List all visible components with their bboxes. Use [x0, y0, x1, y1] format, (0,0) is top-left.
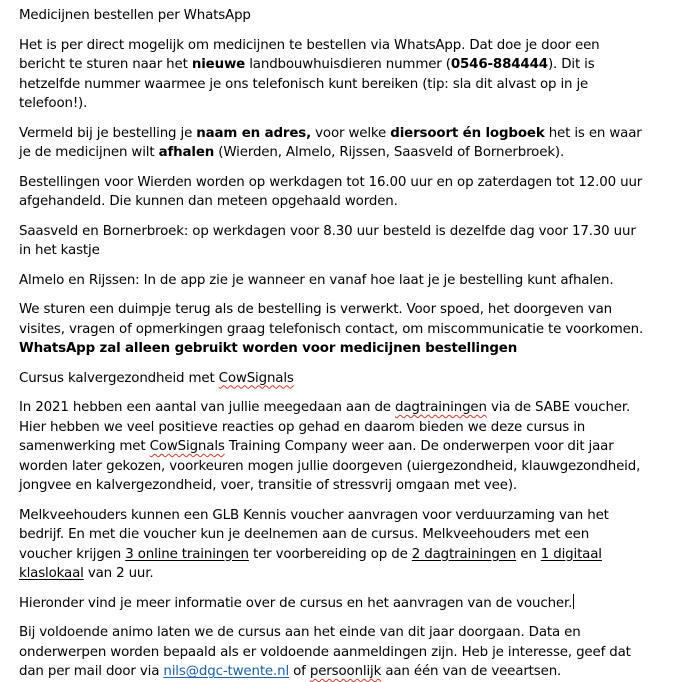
bold-text-animal-logbook: diersoort én logboek [390, 125, 545, 141]
text-run: Saasveld en Bornerbroek: op werkdagen voor 8.30 uur besteld is dezelfde dag voor 17.30 uur in het kastje [19, 223, 636, 258]
section-heading-course [19, 369, 644, 389]
text-run: Hieronder vind je meer informatie over de cursus en het aanvragen van de voucher. [19, 595, 573, 611]
text-run: ter voorbereiding op de [248, 546, 412, 562]
paragraph-interest [19, 623, 644, 682]
underlined-digital-classroom: 1 digitaal klaslokaal [19, 546, 602, 581]
text-run: voor welke [311, 125, 391, 141]
spellcheck-word: CowSignals [149, 439, 225, 454]
paragraph-saasveld-bornerbroek [19, 222, 644, 261]
text-run: het is en waar je de medicijnen wilt [19, 125, 642, 160]
spellcheck-word: dagtrainingen [395, 400, 487, 415]
paragraph-whatsapp-intro [19, 36, 644, 114]
text-run: via de SABE voucher. Hier hebben we veel positieve reacties op gehad en daarom bieden we deze cursus in samenwerking met [19, 400, 631, 454]
text-run: We sturen een duimpje terug als de bestelling is verwerkt. Voor spoed, het doorgeven van visites, vragen of opmerkingen graag telefonisch contact, om miscommunicatie te voorkomen. [19, 302, 644, 337]
underlined-online-trainings: 3 online trainingen [125, 546, 249, 562]
text-run: Het is per direct mogelijk om medicijnen te bestellen via WhatsApp. Dat doe je door een bericht te sturen naar het [19, 37, 600, 72]
text-run: (Wierden, Almelo, Rijssen, Saasveld of Bornerbroek). [214, 145, 565, 160]
bold-text-whatsapp-only: WhatsApp zal alleen gebruikt worden voor medicijnen bestellingen [19, 341, 518, 356]
bold-text-name-address: naam en adres, [196, 125, 312, 141]
paragraph-voucher [19, 506, 644, 584]
text-run: landbouwhuisdieren nummer ( [245, 57, 451, 72]
paragraph-almelo-rijssen [19, 271, 644, 291]
email-link[interactable]: nils@dgc-twente.nl [163, 664, 290, 679]
text-run: en [516, 546, 541, 562]
phone-number: 0546-884444 [450, 57, 548, 72]
paragraph-confirmation [19, 300, 644, 359]
text-run: ). Dit is hetzelfde nummer waarmee je ons telefonisch kunt bereiken (tip: sla dit alvast op in je telefoon!). [19, 57, 595, 111]
paragraph-order-details [19, 124, 644, 163]
spellcheck-word: CowSignals [218, 370, 294, 386]
text-run: Melkveehouders kunnen een GLB Kennis voucher aanvragen voor verduurzaming van het bedrijf. En met die voucher kun je deelnemen aan de cursus. Melkveehouders met een voucher krijgen [19, 507, 609, 562]
text-run: Almelo en Rijssen: In de app zie je wanneer en vanaf hoe laat je je bestelling kunt afhalen. [19, 272, 614, 288]
text-run: In 2021 hebben een aantal van jullie meegedaan aan de [19, 400, 395, 415]
text-run: of [289, 664, 310, 679]
text-run: Cursus kalvergezondheid met [19, 370, 219, 386]
text-run: aan één van de veeartsen. [381, 664, 562, 679]
paragraph-more-info [19, 594, 644, 614]
text-run: Bestellingen voor Wierden worden op werkdagen tot 16.00 uur en op zaterdagen tot 12.00 uur afgehandeld. Die kunnen dan meteen opgehaald worden. [19, 174, 643, 209]
underlined-day-trainings: 2 dagtrainingen [411, 546, 517, 562]
text-cursor [573, 594, 574, 609]
text-run: Bij voldoende animo laten we de cursus aan het einde van dit jaar doorgaan. Data en onderwerpen worden bepaald als er voldoende aanmeldingen zijn. Heb je interesse, geef dat dan per mail door via [19, 625, 631, 679]
text-run: van 2 uur. [83, 566, 154, 581]
document-title [19, 6, 644, 26]
text-run: Vermeld bij je bestelling je [19, 125, 197, 141]
text-run: Training Company weer aan. De onderwerpen voor dit jaar worden later gekozen, voorkeuren mogen jullie doorgeven (uiergezondheid, klauwgezondheid, jongvee en kalvergezondheid, voer, transitie of stressvrij omgaan met vee). [19, 439, 641, 493]
paragraph-course-history [19, 398, 644, 496]
bold-text-nieuwe: nieuwe [191, 57, 246, 72]
bold-text-pickup: afhalen [158, 145, 215, 160]
paragraph-wierden-hours [19, 173, 644, 212]
spellcheck-word: persoonlijk [309, 664, 382, 679]
title-text: Medicijnen bestellen per WhatsApp [19, 8, 251, 23]
